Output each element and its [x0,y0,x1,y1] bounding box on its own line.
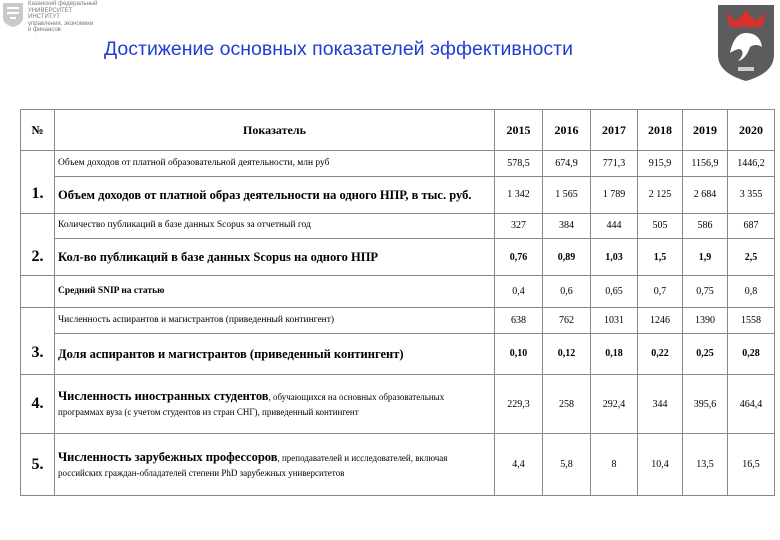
value-cell: 0,10 [495,333,543,374]
value-cell: 0,76 [495,239,543,276]
value-cell: 1446,2 [728,151,775,177]
value-cell: 292,4 [591,374,638,434]
table-header-row [21,110,775,151]
value-cell: 327 [495,213,543,239]
value-cell: 915,9 [638,151,683,177]
institute-logo [0,0,130,40]
value-cell: 4,4 [495,434,543,496]
table-row [21,308,775,334]
value-cell: 395,6 [683,374,728,434]
value-cell: 687 [728,213,775,239]
column-header-year: 2015 [495,110,543,151]
value-cell: 1246 [638,308,683,334]
value-cell: 505 [638,213,683,239]
table-row [21,434,775,496]
value-cell: 1 565 [543,176,591,213]
value-cell: 5,8 [543,434,591,496]
value-cell: 0,4 [495,276,543,308]
value-cell: 0,22 [638,333,683,374]
value-cell: 1390 [683,308,728,334]
row-number: 3. [21,333,55,374]
value-cell: 1 789 [591,176,638,213]
column-header-year: 2018 [638,110,683,151]
table-row [21,151,775,177]
value-cell: 229,3 [495,374,543,434]
value-cell: 0,89 [543,239,591,276]
indicator-label: Средний SNIP на статью [55,276,495,308]
row-number: 4. [21,374,55,434]
value-cell: 586 [683,213,728,239]
value-cell: 10,4 [638,434,683,496]
column-header-indicator: Показатель [55,110,495,151]
value-cell: 344 [638,374,683,434]
value-cell: 16,5 [728,434,775,496]
table-row [21,213,775,239]
column-header-year: 2017 [591,110,638,151]
row-number [21,213,55,239]
indicator-label: Численность аспирантов и магистрантов (приведенный контингент) [55,308,495,334]
row-number [21,151,55,177]
value-cell: 0,8 [728,276,775,308]
value-cell: 0,25 [683,333,728,374]
column-header-year: 2016 [543,110,591,151]
value-cell: 0,7 [638,276,683,308]
value-cell: 384 [543,213,591,239]
value-cell: 638 [495,308,543,334]
value-cell: 1,03 [591,239,638,276]
value-cell: 3 355 [728,176,775,213]
indicator-label: Кол-во публикаций в базе данных Scopus на одного НПР [55,239,495,276]
page-title: Достижение основных показателей эффективности [104,38,573,60]
value-cell: 0,65 [591,276,638,308]
table-row [21,374,775,434]
indicators-table [20,109,775,496]
indicator-label: Количество публикаций в базе данных Scopus за отчетный год [55,213,495,239]
table-row [21,333,775,374]
indicator-label [55,374,495,434]
column-header-year: 2019 [683,110,728,151]
value-cell: 0,18 [591,333,638,374]
value-cell: 578,5 [495,151,543,177]
row-number: 1. [21,176,55,213]
table-row [21,239,775,276]
value-cell: 1,9 [683,239,728,276]
column-header-year: 2020 [728,110,775,151]
value-cell: 464,4 [728,374,775,434]
value-cell: 8 [591,434,638,496]
value-cell: 0,75 [683,276,728,308]
indicator-label-main: Численность иностранных студентов [58,389,269,404]
value-cell: 0,12 [543,333,591,374]
row-number: 5. [21,434,55,496]
table-row [21,276,775,308]
column-header-number: № [21,110,55,151]
row-number: 2. [21,239,55,276]
value-cell: 1 342 [495,176,543,213]
kfu-emblem-icon [716,3,776,83]
value-cell: 1558 [728,308,775,334]
value-cell: 674,9 [543,151,591,177]
university-emblem-icon [2,2,24,28]
value-cell: 444 [591,213,638,239]
value-cell: 13,5 [683,434,728,496]
indicator-label-detail: , обучающихся на основных образовательных программах вуза (с учетом студентов из стран СНГ), приведенный контингент [58,392,445,418]
value-cell: 771,3 [591,151,638,177]
row-number [21,276,55,308]
indicator-label: Объем доходов от платной образовательной деятельности, млн руб [55,151,495,177]
indicator-label: Доля аспирантов и магистрантов (приведенный контингент) [55,333,495,374]
value-cell: 1,5 [638,239,683,276]
table-row [21,176,775,213]
indicator-label [55,434,495,496]
value-cell: 258 [543,374,591,434]
value-cell: 2 125 [638,176,683,213]
value-cell: 1156,9 [683,151,728,177]
value-cell: 2 684 [683,176,728,213]
value-cell: 0,6 [543,276,591,308]
value-cell: 762 [543,308,591,334]
indicator-label-detail: , преподавателей и исследователей, включая российских граждан-обладателей степени PhD зарубежных университетов [58,452,448,478]
value-cell: 0,28 [728,333,775,374]
logo-caption: Казанский федеральный УНИВЕРСИТЕТ ИНСТИТУТ управления, экономики и финансов [28,1,98,33]
value-cell: 2,5 [728,239,775,276]
indicator-label: Объем доходов от платной образ деятельности на одного НПР, в тыс. руб. [55,176,495,213]
indicator-label-main: Численность зарубежных профессоров [58,449,278,464]
row-number [21,308,55,334]
value-cell: 1031 [591,308,638,334]
